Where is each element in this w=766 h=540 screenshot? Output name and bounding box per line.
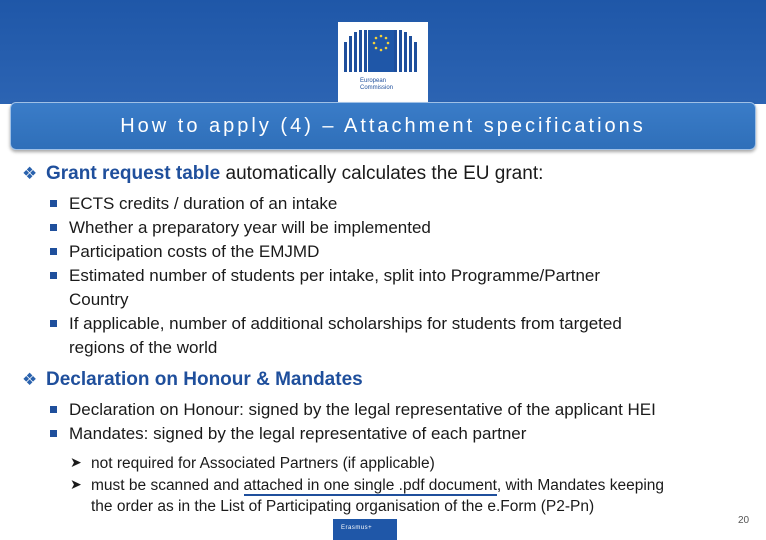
section1-heading-bold: Grant request table [46,163,221,184]
section1-heading-rest: automatically calculates the EU grant: [220,163,544,184]
arrow-bullet-icon: ➤ [70,476,82,492]
square-bullet-icon [50,430,57,437]
sub-item-text: , with Mandates keeping [496,477,665,494]
list-item: Whether a preparatory year will be implemented [69,218,431,237]
list-item: Estimated number of students per intake, split into Programme/Partner [69,266,601,285]
list-item: ECTS credits / duration of an intake [69,194,338,213]
title-bar [10,102,756,150]
erasmus-logo [333,519,397,540]
square-bullet-icon [50,200,57,207]
sub-list-item [91,475,664,496]
ec-logo-text: European Commission [360,78,394,91]
square-bullet-icon [50,406,57,413]
list-item: Mandates: signed by the legal representative of each partner [69,424,527,443]
section-declaration [22,369,363,391]
square-bullet-icon [50,320,57,327]
page-title: How to apply (4) – Attachment specifications [120,115,646,137]
list-item: If applicable, number of additional scholarships for students from targeted [69,314,622,333]
diamond-bullet-icon: ❖ [22,164,38,183]
square-bullet-icon [50,248,57,255]
pdf-document-emphasis: attached in one single .pdf document [243,477,497,494]
list-item-continuation: regions of the world [69,338,218,357]
list-item-continuation: Country [69,290,129,309]
diamond-bullet-icon: ❖ [22,370,38,389]
page-number: 20 [738,515,750,526]
section2-heading: Declaration on Honour & Mandates [46,369,363,390]
list-item: Declaration on Honour: signed by the legal representative of the applicant HEI [69,400,656,419]
ec-building-icon [338,22,428,78]
sub-item-text: must be scanned and [91,477,244,494]
section-grant-request [22,163,543,185]
list-item: Participation costs of the EMJMD [69,242,320,261]
erasmus-logo-text: Erasmus+ [341,525,373,531]
sub-list-item: not required for Associated Partners (if applicable) [91,455,435,472]
arrow-bullet-icon: ➤ [70,454,82,470]
square-bullet-icon [50,272,57,279]
sub-list-item-continuation: the order as in the List of Participating organisation of the e.Form (P2-Pn) [91,498,595,515]
european-commission-logo [338,22,428,102]
square-bullet-icon [50,224,57,231]
